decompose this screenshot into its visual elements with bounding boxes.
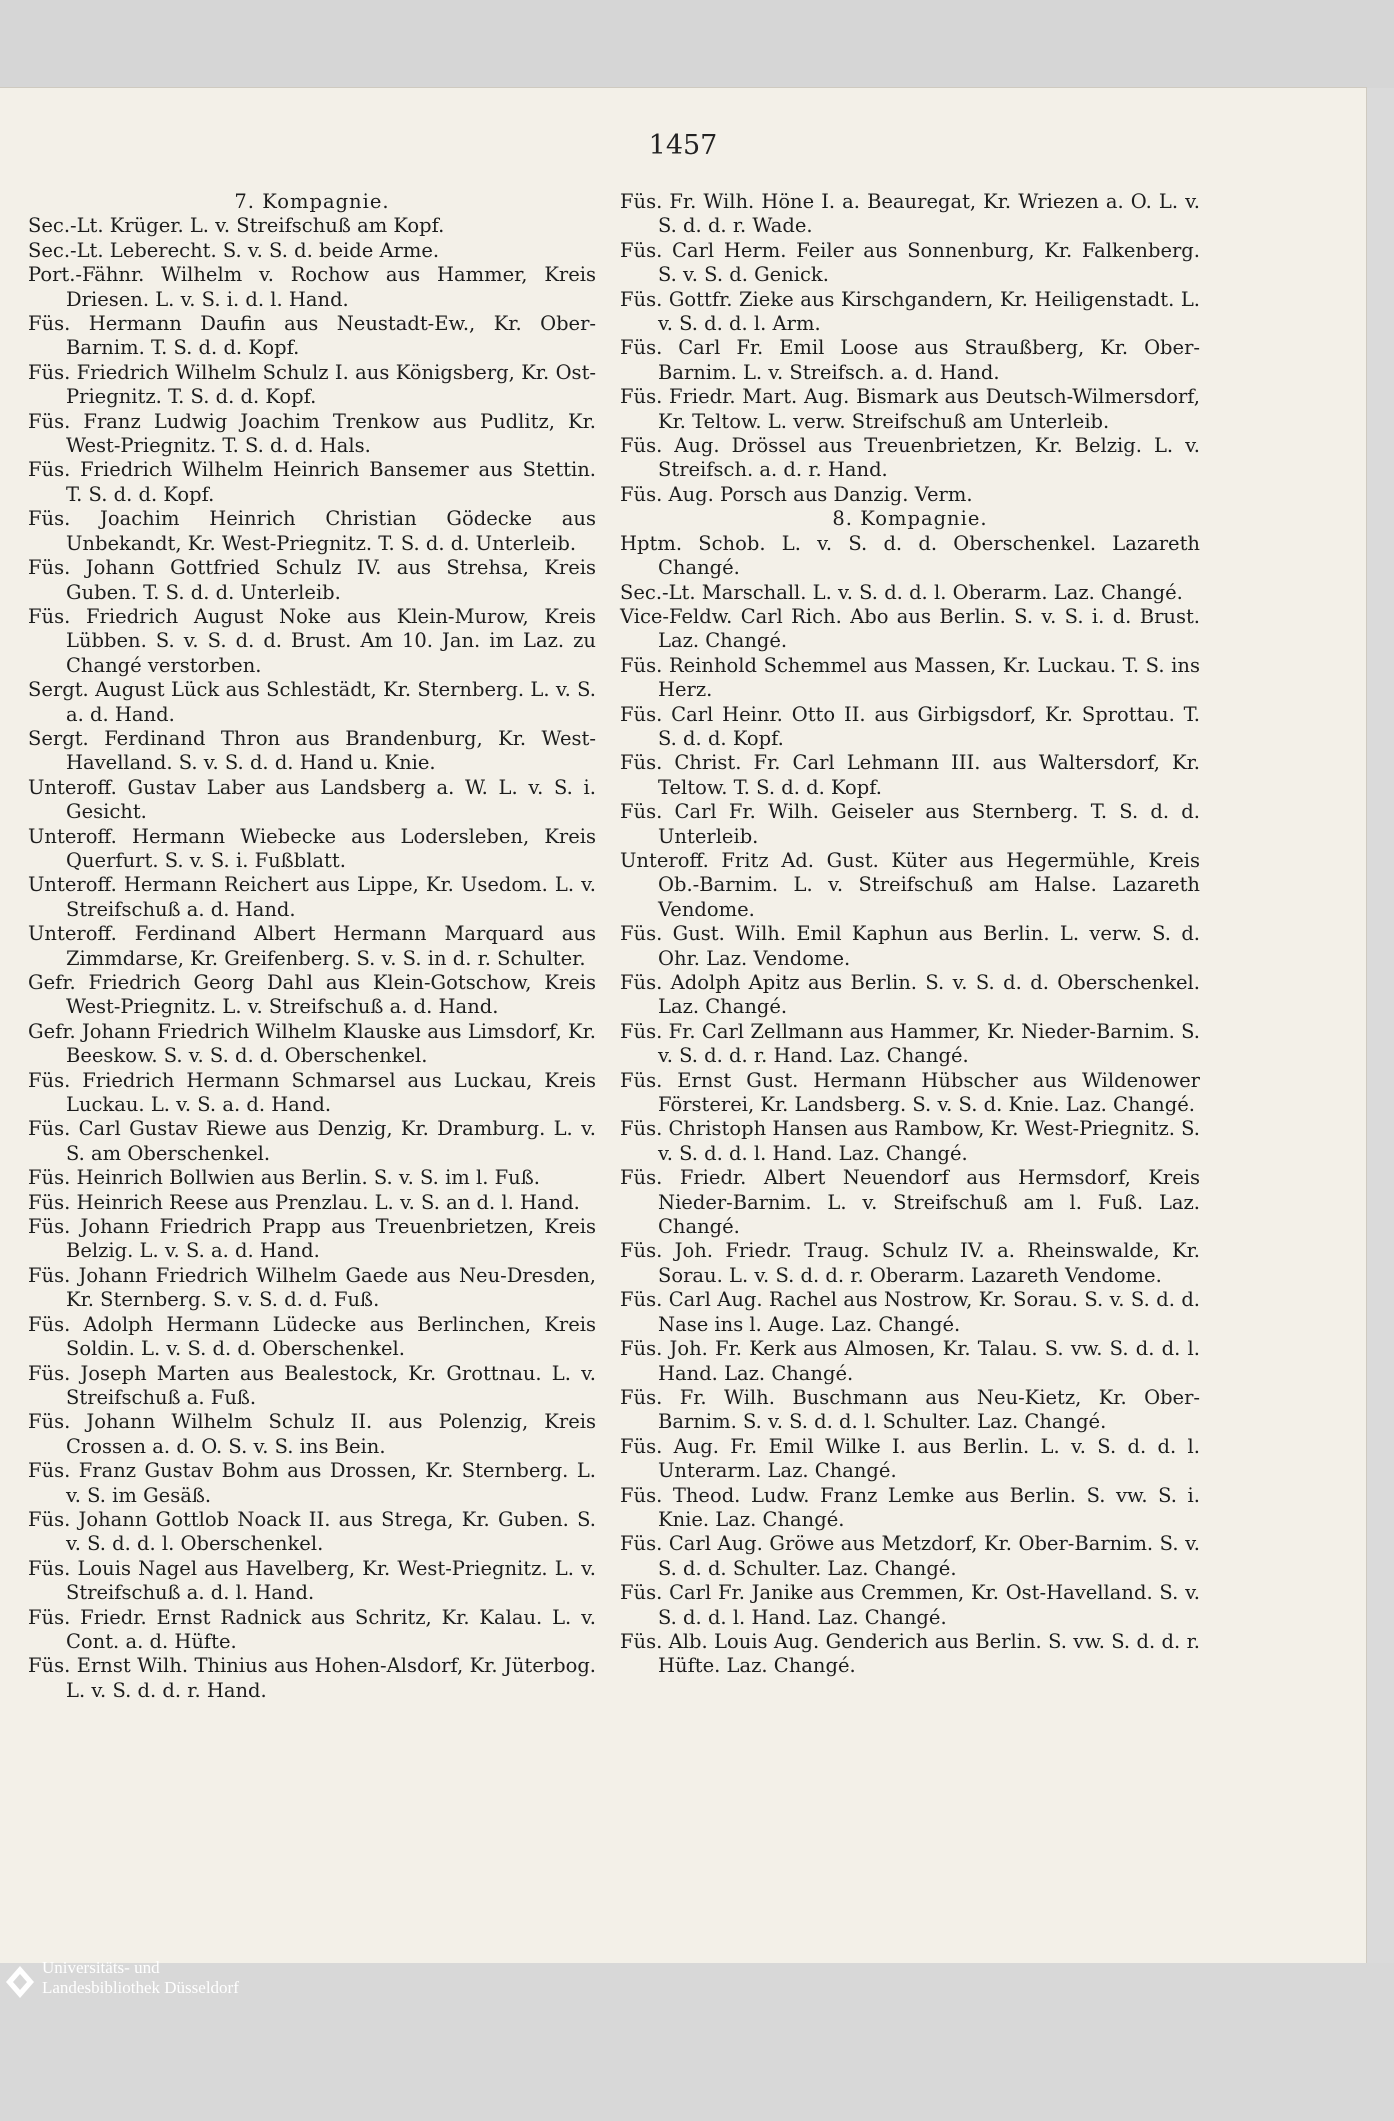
casualty-entry: Vice-Feldw. Carl Rich. Abo aus Berlin. S. v. S. i. d. Brust. Laz. Changé. [620, 604, 1200, 653]
library-name-line2: Landesbibliothek Düsseldorf [42, 1978, 239, 1997]
library-name [42, 1958, 239, 1998]
casualty-entry: Füs. Franz Gustav Bohm aus Drossen, Kr. Sternberg. L. v. S. im Gesäß. [28, 1459, 596, 1507]
scanned-page [0, 88, 1366, 1963]
casualty-entry: Füs. Christ. Fr. Carl Lehmann III. aus Waltersdorf, Kr. Teltow. T. S. d. d. Kopf. [620, 751, 1200, 799]
casualty-entry: Füs. Carl Aug. Rachel aus Nostrow, Kr. Sorau. S. v. S. d. d. Nase ins l. Auge. Laz. Changé. [620, 1288, 1200, 1336]
casualty-entry: Füs. Aug. Drössel aus Treuenbrietzen, Kr. Belzig. L. v. Streifsch. a. d. r. Hand. [620, 434, 1200, 482]
casualty-entry: Unteroff. Fritz Ad. Gust. Küter aus Hegermühle, Kreis Ob.-Barnim. L. v. Streifschuß am Halse. Lazareth Vendome. [620, 848, 1200, 921]
casualty-entry: Füs. Heinrich Reese aus Prenzlau. L. v. S. an d. l. Hand. [28, 1190, 580, 1214]
casualty-entry: Füs. Johann Gottlob Noack II. aus Strega, Kr. Guben. S. v. S. d. d. l. Oberschenkel. [28, 1507, 596, 1556]
casualty-entry: Füs. Carl Aug. Gröwe aus Metzdorf, Kr. Ober-Barnim. S. v. S. d. d. Schulter. Laz. Changé. [620, 1532, 1200, 1580]
casualty-entry: Füs. Friedr. Albert Neuendorf aus Hermsdorf, Kreis Nieder-Barnim. L. v. Streifschuß am l. Fuß. Laz. Changé. [620, 1166, 1200, 1239]
casualty-entry: Füs. Adolph Apitz aus Berlin. S. v. S. d. d. Oberschenkel. Laz. Changé. [620, 971, 1200, 1019]
casualty-entry: Füs. Friedrich August Noke aus Klein-Murow, Kreis Lübben. S. v. S. d. d. Brust. Am 10. Jan. im Laz. zu Changé verstorben. [28, 604, 596, 677]
casualty-entry: Füs. Friedrich Wilhelm Heinrich Bansemer aus Stettin. T. S. d. d. Kopf. [28, 458, 596, 506]
casualty-entry: Füs. Friedr. Mart. Aug. Bismark aus Deutsch-Wilmersdorf, Kr. Teltow. L. verw. Streifschuß am Unterleib. [620, 385, 1200, 433]
casualty-entry: Unteroff. Gustav Laber aus Landsberg a. W. L. v. S. i. Gesicht. [28, 775, 596, 824]
top-margin [0, 0, 1394, 88]
casualty-entry: Füs. Aug. Fr. Emil Wilke I. aus Berlin. L. v. S. d. d. l. Unterarm. Laz. Changé. [620, 1434, 1200, 1483]
casualty-entry: Port.-Fähnr. Wilhelm v. Rochow aus Hammer, Kreis Driesen. L. v. S. i. d. l. Hand. [28, 263, 596, 311]
casualty-entry: Füs. Louis Nagel aus Havelberg, Kr. West-Priegnitz. L. v. Streifschuß a. d. l. Hand. [28, 1556, 596, 1605]
casualty-entry: Füs. Joh. Fr. Kerk aus Almosen, Kr. Talau. S. vw. S. d. d. l. Hand. Laz. Changé. [620, 1337, 1200, 1385]
casualty-entry: Sec.-Lt. Leberecht. S. v. S. d. beide Arme. [28, 238, 440, 262]
casualty-entry: Sec.-Lt. Krüger. L. v. Streifschuß am Kopf. [28, 214, 445, 238]
casualty-entry: Füs. Joachim Heinrich Christian Gödecke aus Unbekandt, Kr. West-Priegnitz. T. S. d. d. Unterleib. [28, 507, 596, 555]
casualty-entry: Füs. Johann Friedrich Wilhelm Gaede aus Neu-Dresden, Kr. Sternberg. S. v. S. d. d. Fuß. [28, 1263, 596, 1312]
casualty-entry: Füs. Aug. Porsch aus Danzig. Verm. [620, 482, 973, 506]
casualty-entry: Füs. Heinrich Bollwien aus Berlin. S. v. S. im l. Fuß. [28, 1166, 540, 1190]
casualty-entry: Sergt. Ferdinand Thron aus Brandenburg, Kr. West-Havelland. S. v. S. d. d. Hand u. Knie. [28, 726, 596, 775]
casualty-entry: Hptm. Schob. L. v. S. d. d. Oberschenkel. Lazareth Changé. [620, 531, 1200, 580]
section-heading: 8. Kompagnie. [832, 507, 988, 531]
casualty-entry: Füs. Fr. Carl Zellmann aus Hammer, Kr. Nieder-Barnim. S. v. S. d. d. r. Hand. Laz. Changé. [620, 1019, 1200, 1068]
casualty-entry: Füs. Alb. Louis Aug. Genderich aus Berlin. S. vw. S. d. d. r. Hüfte. Laz. Changé. [620, 1629, 1200, 1678]
page-number: 1457 [648, 130, 718, 161]
casualty-entry: Füs. Gottfr. Zieke aus Kirschgandern, Kr. Heiligenstadt. L. v. S. d. d. l. Arm. [620, 287, 1200, 336]
casualty-entry: Füs. Fr. Wilh. Buschmann aus Neu-Kietz, Kr. Ober-Barnim. S. v. S. d. d. l. Schulter. Laz. Changé. [620, 1385, 1200, 1434]
casualty-entry: Füs. Hermann Daufin aus Neustadt-Ew., Kr. Ober-Barnim. T. S. d. d. Kopf. [28, 312, 596, 360]
casualty-entry: Füs. Ernst Gust. Hermann Hübscher aus Wildenower Försterei, Kr. Landsberg. S. v. S. d. Knie. Laz. Changé. [620, 1068, 1200, 1117]
casualty-entry: Füs. Joh. Friedr. Traug. Schulz IV. a. Rheinswalde, Kr. Sorau. L. v. S. d. d. r. Oberarm. Lazareth Vendome. [620, 1239, 1200, 1287]
casualty-entry: Füs. Friedr. Ernst Radnick aus Schritz, Kr. Kalau. L. v. Cont. a. d. Hüfte. [28, 1605, 596, 1653]
casualty-entry: Füs. Ernst Wilh. Thinius aus Hohen-Alsdorf, Kr. Jüterbog. L. v. S. d. d. r. Hand. [28, 1654, 596, 1702]
casualty-entry: Füs. Carl Fr. Wilh. Geiseler aus Sternberg. T. S. d. d. Unterleib. [620, 800, 1200, 848]
casualty-entry: Füs. Friedrich Hermann Schmarsel aus Luckau, Kreis Luckau. L. v. S. a. d. Hand. [28, 1068, 596, 1117]
right-column [620, 190, 1200, 1679]
casualty-entry: Füs. Carl Fr. Janike aus Cremmen, Kr. Ost-Havelland. S. v. S. d. d. l. Hand. Laz. Changé. [620, 1581, 1200, 1629]
casualty-entry: Füs. Reinhold Schemmel aus Massen, Kr. Luckau. T. S. ins Herz. [620, 653, 1200, 702]
casualty-entry: Füs. Carl Herm. Feiler aus Sonnenburg, Kr. Falkenberg. S. v. S. d. Genick. [620, 238, 1200, 287]
section-heading: 7. Kompagnie. [234, 190, 390, 213]
casualty-entry: Füs. Franz Ludwig Joachim Trenkow aus Pudlitz, Kr. West-Priegnitz. T. S. d. d. Hals. [28, 409, 596, 458]
casualty-entry: Sec.-Lt. Marschall. L. v. S. d. d. l. Oberarm. Laz. Changé. [620, 580, 1183, 604]
casualty-entry: Füs. Joseph Marten aus Bealestock, Kr. Grottnau. L. v. Streifschuß a. Fuß. [28, 1361, 596, 1409]
casualty-entry: Gefr. Friedrich Georg Dahl aus Klein-Gotschow, Kreis West-Priegnitz. L. v. Streifschuß a. d. Hand. [28, 971, 596, 1019]
library-name-line1: Universitäts- und [42, 1958, 160, 1977]
left-column [28, 190, 596, 1703]
casualty-entry: Füs. Johann Friedrich Prapp aus Treuenbrietzen, Kreis Belzig. L. v. S. a. d. Hand. [28, 1215, 596, 1263]
casualty-entry: Füs. Carl Fr. Emil Loose aus Straußberg, Kr. Ober-Barnim. L. v. Streifsch. a. d. Hand. [620, 336, 1200, 384]
casualty-entry: Füs. Carl Heinr. Otto II. aus Girbigsdorf, Kr. Sprottau. T. S. d. d. Kopf. [620, 702, 1200, 750]
casualty-entry: Unteroff. Hermann Reichert aus Lippe, Kr. Usedom. L. v. Streifschuß a. d. Hand. [28, 873, 596, 921]
casualty-entry: Füs. Gust. Wilh. Emil Kaphun aus Berlin. L. verw. S. d. Ohr. Laz. Vendome. [620, 922, 1200, 970]
library-logo-icon [4, 1962, 36, 2002]
casualty-entry: Gefr. Johann Friedrich Wilhelm Klauske aus Limsdorf, Kr. Beeskow. S. v. S. d. d. Oberschenkel. [28, 1019, 596, 1068]
casualty-entry: Füs. Fr. Wilh. Höne I. a. Beauregat, Kr. Wriezen a. O. L. v. S. d. d. r. Wade. [620, 190, 1200, 238]
casualty-entry: Unteroff. Hermann Wiebecke aus Lodersleben, Kreis Querfurt. S. v. S. i. Fußblatt. [28, 824, 596, 872]
casualty-entry: Sergt. August Lück aus Schlestädt, Kr. Sternberg. L. v. S. a. d. Hand. [28, 678, 596, 726]
casualty-entry: Füs. Theod. Ludw. Franz Lemke aus Berlin. S. vw. S. i. Knie. Laz. Changé. [620, 1483, 1200, 1531]
casualty-entry: Unteroff. Ferdinand Albert Hermann Marquard aus Zimmdarse, Kr. Greifenberg. S. v. S. in d. r. Schulter. [28, 922, 596, 970]
casualty-entry: Füs. Friedrich Wilhelm Schulz I. aus Königsberg, Kr. Ost-Priegnitz. T. S. d. d. Kopf. [28, 360, 596, 409]
casualty-entry: Füs. Johann Wilhelm Schulz II. aus Polenzig, Kreis Crossen a. d. O. S. v. S. ins Bein. [28, 1410, 596, 1458]
casualty-entry: Füs. Christoph Hansen aus Rambow, Kr. West-Priegnitz. S. v. S. d. d. l. Hand. Laz. Changé. [620, 1117, 1200, 1165]
casualty-entry: Füs. Johann Gottfried Schulz IV. aus Strehsa, Kreis Guben. T. S. d. d. Unterleib. [28, 556, 596, 604]
casualty-entry: Füs. Carl Gustav Riewe aus Denzig, Kr. Dramburg. L. v. S. am Oberschenkel. [28, 1117, 596, 1165]
casualty-entry: Füs. Adolph Hermann Lüdecke aus Berlinchen, Kreis Soldin. L. v. S. d. d. Oberschenkel. [28, 1312, 596, 1361]
